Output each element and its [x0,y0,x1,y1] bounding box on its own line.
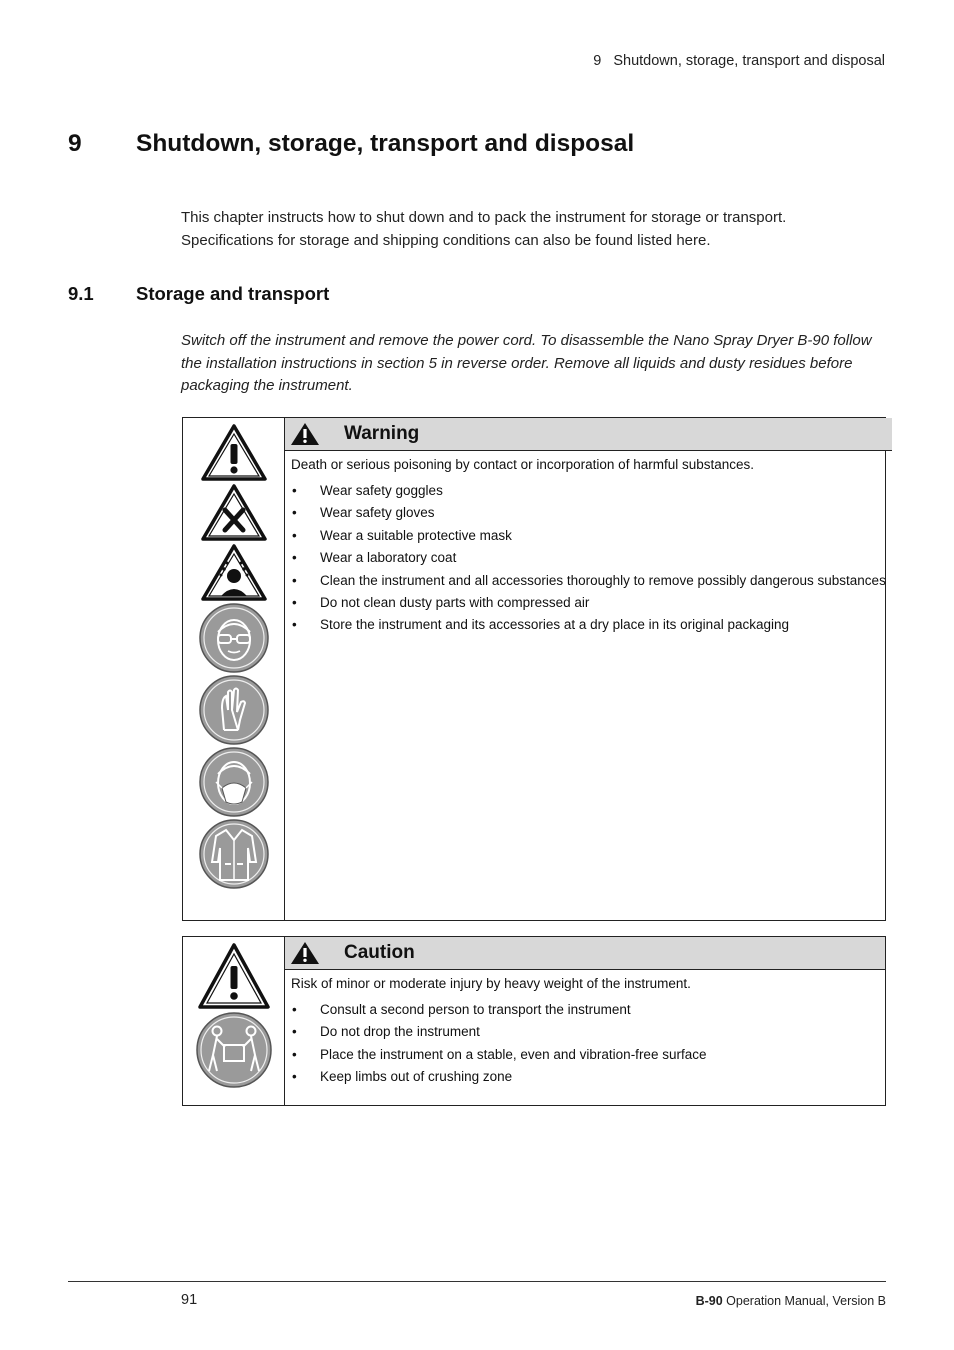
caution-body [285,970,885,1089]
document-id-text: Operation Manual, Version B [722,1294,886,1308]
list-item: • Do not drop the instrument [291,1021,879,1043]
caution-notice [182,936,886,1106]
warning-icon-column [183,418,285,920]
running-header-chapter-number: 9 [593,53,602,69]
warning-triangle-icon [290,941,320,965]
safety-goggles-icon [198,602,270,674]
running-header [593,53,885,69]
protective-mask-icon [198,746,270,818]
warning-body [285,451,892,637]
list-item: • Wear safety goggles [291,480,886,502]
caution-content [285,937,885,1105]
section-title [68,283,329,305]
chapter-intro: This chapter instructs how to shut down and to pack the instrument for storage or transport. Specifications for storage and shipping conditions can also be found listed here. [181,209,787,249]
document-id-model: B-90 [695,1294,723,1308]
general-warning-icon [196,941,272,1011]
warning-lead: Death or serious poisoning by contact or incorporation of harmful substances. [291,457,755,472]
chapter-title [68,130,634,158]
two-person-lift-icon [195,1011,273,1089]
warning-title: Warning [344,423,420,444]
list-item: • Place the instrument on a stable, even and vibration-free surface [291,1044,879,1066]
section-instructions: Switch off the instrument and remove the power cord. To disassemble the Nano Spray Dryer B-90 follow the installation instructions in section 5 in reverse order. Remove all liquids and dusty residues before packaging the instrument. [181,332,872,394]
caution-icon-column [183,937,285,1105]
toxic-dust-icon [199,542,269,602]
harmful-substance-icon [199,482,269,542]
section-title-text: Storage and transport [136,283,330,304]
warning-content [285,418,892,920]
safety-gloves-icon [198,674,270,746]
list-item: • Store the instrument and its accessories at a dry place in its original packaging [291,614,886,636]
warning-notice [182,417,886,921]
page-number: 91 [181,1292,198,1308]
section-number: 9.1 [68,283,94,304]
caution-lead: Risk of minor or moderate injury by heavy weight of the instrument. [291,976,691,991]
chapter-title-text: Shutdown, storage, transport and disposal [136,130,635,157]
warning-triangle-icon [290,422,320,446]
chapter-number: 9 [68,130,82,157]
caution-header [285,937,885,970]
list-item: • Wear a suitable protective mask [291,525,886,547]
list-item: • Clean the instrument and all accessories thoroughly to remove possibly dangerous substances [291,570,886,592]
warning-list [291,480,886,637]
footer-rule [68,1281,886,1282]
document-id [696,1294,886,1308]
caution-title: Caution [344,942,415,963]
caution-list [291,999,879,1089]
list-item: • Consult a second person to transport the instrument [291,999,879,1021]
general-warning-icon [199,422,269,482]
list-item: • Wear a laboratory coat [291,547,886,569]
list-item: • Do not clean dusty parts with compressed air [291,592,886,614]
warning-header [285,418,892,451]
lab-coat-icon [198,818,270,890]
list-item: • Wear safety gloves [291,502,886,524]
list-item: • Keep limbs out of crushing zone [291,1066,879,1088]
running-header-chapter-title: Shutdown, storage, transport and disposal [613,53,885,69]
